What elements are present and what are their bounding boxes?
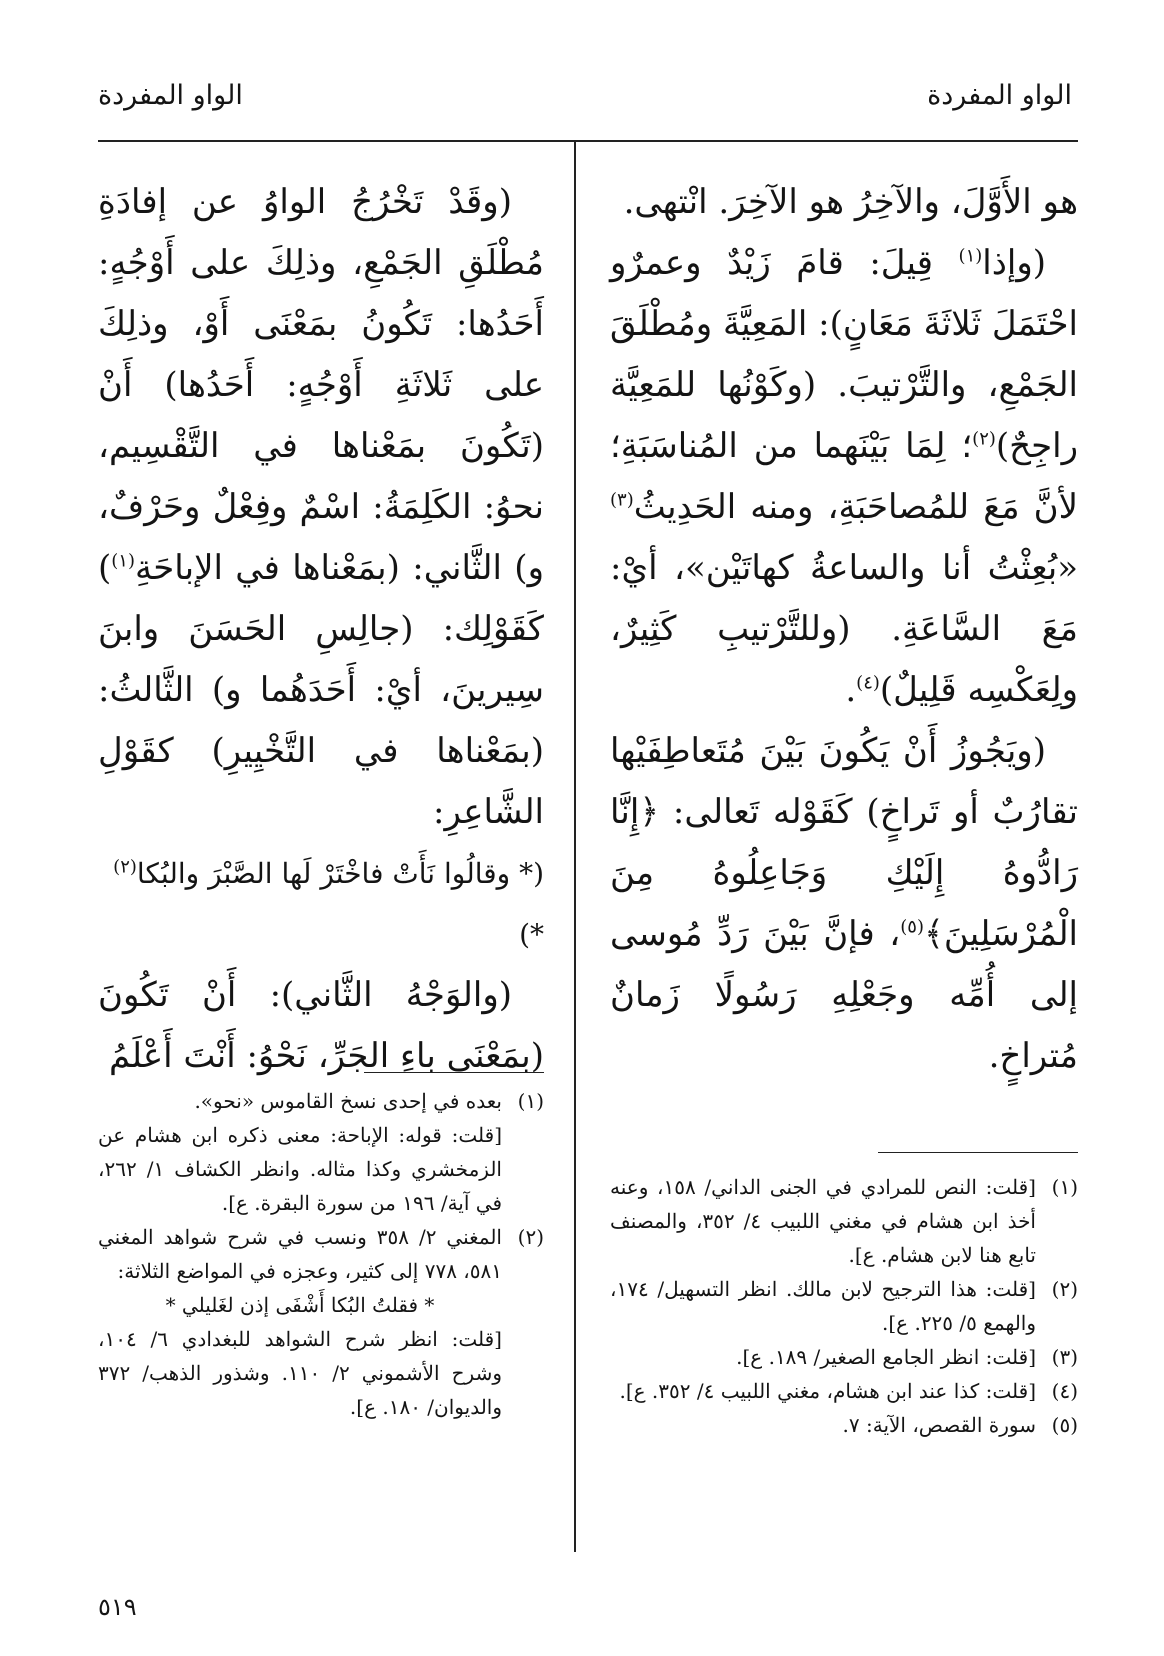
- paragraph-text: (وقَدْ تَخْرُجُ الواوُ عن إفادَةِ مُطْلَقِ الجَمْعِ، وذلِكَ على أَوْجُهٍ: أَحَدُها: تَكُونُ بمَعْنَى أَوْ، وذلِكَ على ثَلاثَةِ أَوْجُهٍ: أَحَدُها) أَنْ (تَكُونَ بمَعْناها في التَّقْسِيم، نحوُ: الكَلِمَةُ: اسْمٌ وفِعْلٌ وحَرْفٌ، و) الثَّاني: (بمَعْناها في الإباحَةِ: [98, 182, 544, 588]
- footnote: [610, 1272, 1078, 1340]
- footnote-text: سورة القصص، الآية: ٧.: [842, 1413, 1036, 1437]
- paragraph-text: .: [845, 670, 857, 710]
- left-column-text: [98, 172, 544, 1087]
- footnote-ref: (٢): [972, 428, 996, 450]
- footnote-number: (٣): [1051, 1345, 1078, 1369]
- running-head-left: الواو المفردة: [98, 80, 243, 111]
- footnote-text: [قلت: قوله: الإباحة: معنى ذكره ابن هشام عن الزمخشري وكذا مثاله. وانظر الكشاف ١/ ٢٦٢، في آية/ ١٩٦ من سورة البقرة. ع].: [98, 1123, 502, 1215]
- footnote: [98, 1084, 544, 1220]
- footnote-ref: (٥): [900, 916, 924, 938]
- page-number: ٥١٩: [98, 1593, 137, 1621]
- footnote-number: (٤): [1051, 1379, 1078, 1403]
- footnote-number: (١): [1051, 1175, 1078, 1199]
- footnote-number: (٢): [517, 1225, 544, 1249]
- paragraph: [98, 172, 544, 843]
- column-divider: [574, 142, 576, 1552]
- footnote: [610, 1340, 1078, 1374]
- right-column-text: [610, 172, 1078, 1087]
- footnote-ref: (١): [111, 550, 135, 572]
- footnote-rule-left: [364, 1072, 544, 1073]
- footnote-ref: (١): [958, 245, 983, 267]
- paragraph-text: هو الأَوَّلَ، والآخِرُ هو الآخِرَ. انْتهى.: [623, 182, 1078, 222]
- running-head-right: الواو المفردة: [927, 80, 1072, 111]
- footnote: [610, 1170, 1078, 1272]
- verse-line: [98, 843, 544, 965]
- footnote-ref: (٢): [113, 856, 137, 878]
- paragraph-text: ؛ لِمَا بَيْنَهما من المُناسَبَةِ؛ لأنَّ مَعَ للمُصاحَبَةِ، ومنه الحَدِيثُ: [610, 426, 1078, 527]
- paragraph: [610, 721, 1078, 1087]
- left-footnotes: [98, 1084, 544, 1424]
- footnote-text: [قلت: انظر الجامع الصغير/ ١٨٩. ع].: [736, 1345, 1036, 1369]
- paragraph-text: «بُعِثْتُ أنا والساعةُ كهاتَيْن»، أيْ: مَعَ السَّاعَةِ. (وللتَّرْتيبِ كَثِيرٌ، ولِعَكْسِه قَلِيلٌ): [610, 548, 1078, 710]
- paragraph: [610, 233, 1078, 721]
- footnote-text: [قلت: انظر شرح الشواهد للبغدادي ٦/ ١٠٤، وشرح الأشموني ٢/ ١١٠. وشذور الذهب/ ٣٧٢ والديوان/ ١٨٠. ع].: [98, 1327, 502, 1419]
- footnote: [610, 1408, 1078, 1442]
- footnote-rule-right: [878, 1152, 1078, 1153]
- footnote: [98, 1220, 544, 1424]
- paragraph: [98, 965, 544, 1087]
- footnote-body: [98, 1220, 502, 1424]
- footnote-text: [قلت: هذا الترجيح لابن مالك. انظر التسهيل/ ١٧٤، والهمع ٥/ ٢٢٥. ع].: [610, 1277, 1036, 1335]
- footnote-body: [98, 1084, 502, 1220]
- footnote-text: المغني ٢/ ٣٥٨ ونسب في شرح شواهد المغني ٥٨١، ٧٧٨ إلى كثير، وعجزه في المواضع الثلاثة:: [98, 1225, 502, 1283]
- footnote: [610, 1374, 1078, 1408]
- paragraph-text: قِيلَ: قامَ زَيْدٌ وعمرٌو احْتَمَلَ ثَلاثَةَ مَعَانٍ): المَعِيَّةَ ومُطْلَقَ الجَمْعِ، والتَّرْتيبَ. (وكَوْنُها للمَعِيَّة راجِحٌ): [610, 243, 1078, 466]
- footnote-ref: (٤): [856, 672, 880, 694]
- footnote-text: [قلت: كذا عند ابن هشام، مغني اللبيب ٤/ ٣٥٢. ع].: [619, 1379, 1036, 1403]
- paragraph: [610, 172, 1078, 233]
- footnote-number: (١): [517, 1089, 544, 1113]
- verse-text: *): [519, 918, 544, 951]
- footnote-text: بعده في إحدى نسخ القاموس «نحو».: [194, 1089, 502, 1113]
- footnote-number: (٢): [1051, 1277, 1078, 1301]
- paragraph-text: ) كَقَوْلِك: (جالِسِ الحَسَنَ وابنَ سِيرينَ، أيْ: أَحَدَهُما و) الثَّالثُ: (بمَعْناها في التَّخْيِيرِ) كقَوْلِ الشَّاعِرِ:: [98, 548, 544, 832]
- right-footnotes: [610, 1170, 1078, 1442]
- footnote-verse: * فقلتُ البُكا أَشْفَى إذن لغَليلي *: [165, 1293, 435, 1317]
- paragraph-text: (وإذا: [982, 243, 1046, 283]
- footnote-number: (٥): [1051, 1413, 1078, 1437]
- verse-text: (* وقالُوا نَأَتْ فاخْتَرْ لَها الصَّبْرَ والبُكا: [136, 857, 544, 890]
- paragraph-text: ، فإنَّ بَيْنَ رَدِّ مُوسى إلى أُمِّه وجَعْلِهِ رَسُولًا زَمانٌ مُتراخٍ.: [610, 914, 1078, 1076]
- header-rule: [98, 140, 1078, 142]
- paragraph-text: (ويَجُوزُ أَنْ يَكُونَ بَيْنَ مُتَعاطِفَيْها تقارُبٌ أو تَراخٍ) كَقَوْله تَعالى: ﴿إِنَّا رَادُّوهُ إِلَيْكِ وَجَاعِلُوهُ مِنَ الْمُرْسَلِينَ﴾: [610, 731, 1078, 954]
- paragraph-text: (والوَجْهُ الثَّاني): أَنْ تَكُونَ (بمَعْنَى باءِ الجَرِّ، نَحْوُ: أَنْتَ أَعْلَمُ: [98, 975, 544, 1076]
- footnote-text: [قلت: النص للمرادي في الجنى الداني/ ١٥٨، وعنه أخذ ابن هشام في مغني اللبيب ٤/ ٣٥٢، والمصنف تابع هنا لابن هشام. ع].: [610, 1175, 1036, 1267]
- footnote-ref: (٣): [610, 489, 634, 511]
